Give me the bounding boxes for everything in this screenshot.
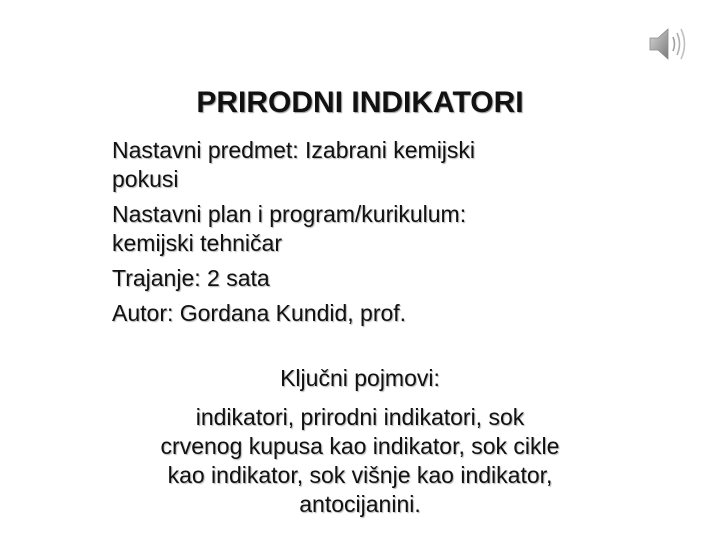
keywords-line: antocijanini. (299, 491, 421, 517)
slide-info-block (112, 136, 612, 328)
speaker-icon[interactable] (644, 22, 690, 66)
keywords-heading: Ključni pojmovi: (280, 365, 440, 391)
info-line-curriculum-cont: kemijski tehničar (112, 230, 282, 256)
keywords-line: kao indikator, sok višnje kao indikator, (167, 462, 553, 488)
info-line-curriculum: Nastavni plan i program/kurikulum: (112, 201, 467, 227)
info-line-subject: Nastavni predmet: Izabrani kemijski (112, 137, 476, 163)
info-line-author: Autor: Gordana Kundid, prof. (112, 300, 407, 326)
keywords-line: indikatori, prirodni indikatori, sok (195, 404, 525, 430)
keywords-list (100, 403, 620, 519)
keywords-line: crvenog kupusa kao indikator, sok cikle (160, 433, 560, 459)
slide-title: PRIRODNI INDIKATORI (196, 86, 524, 119)
info-line-duration: Trajanje: 2 sata (112, 265, 270, 291)
info-line-subject-cont: pokusi (112, 166, 179, 192)
